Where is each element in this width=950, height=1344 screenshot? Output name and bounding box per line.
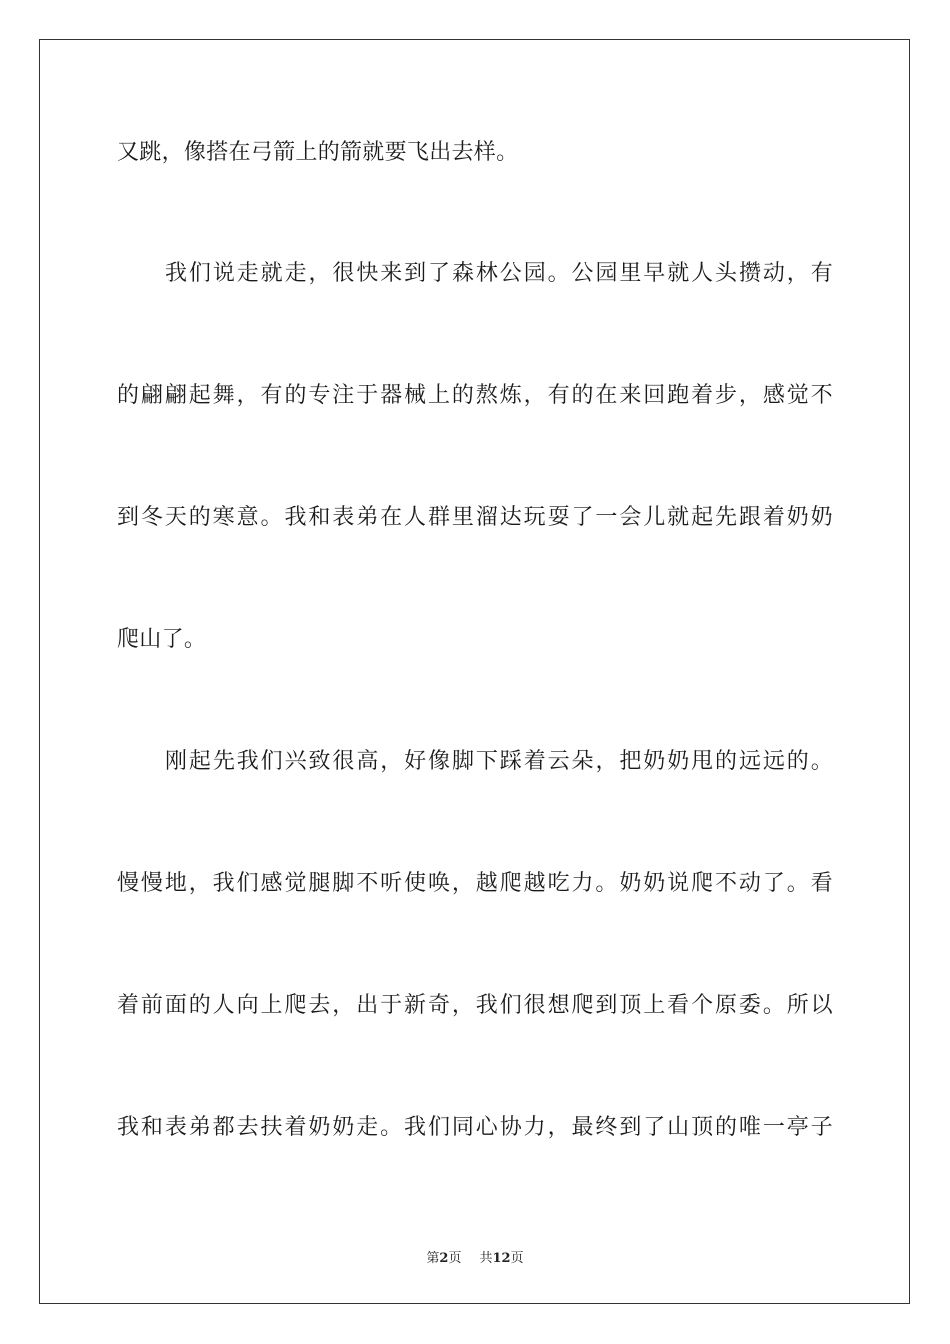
- page-suffix: 页: [448, 1251, 462, 1266]
- page-prefix: 第: [426, 1251, 440, 1266]
- body-line-7: 慢慢地，我们感觉腿脚不听使唤，越爬越吃力。奶奶说爬不动了。看: [117, 871, 833, 896]
- body-line-9: 我和表弟都去扶着奶奶走。我们同心协力，最终到了山顶的唯一亭子: [117, 1115, 833, 1140]
- total-prefix: 共: [479, 1251, 493, 1266]
- body-line-1: 又跳，像搭在弓箭上的箭就要飞出去样。: [117, 140, 519, 165]
- page-footer: [0, 1247, 950, 1266]
- total-suffix: 页: [510, 1251, 524, 1266]
- body-line-5: 爬山了。: [117, 627, 207, 652]
- body-line-2: 我们说走就走，很快来到了森林公园。公园里早就人头攒动，有: [165, 261, 833, 286]
- total-page-count: 12: [492, 1251, 511, 1266]
- body-line-3: 的翩翩起舞，有的专注于器械上的熬炼，有的在来回跑着步，感觉不: [117, 383, 833, 408]
- body-line-4: 到冬天的寒意。我和表弟在人群里溜达玩耍了一会儿就起先跟着奶奶: [117, 505, 833, 530]
- body-line-6: 刚起先我们兴致很高，好像脚下踩着云朵，把奶奶甩的远远的。: [165, 749, 833, 774]
- current-page-number: 2: [439, 1251, 449, 1266]
- body-line-8: 着前面的人向上爬去，出于新奇，我们很想爬到顶上看个原委。所以: [117, 993, 833, 1018]
